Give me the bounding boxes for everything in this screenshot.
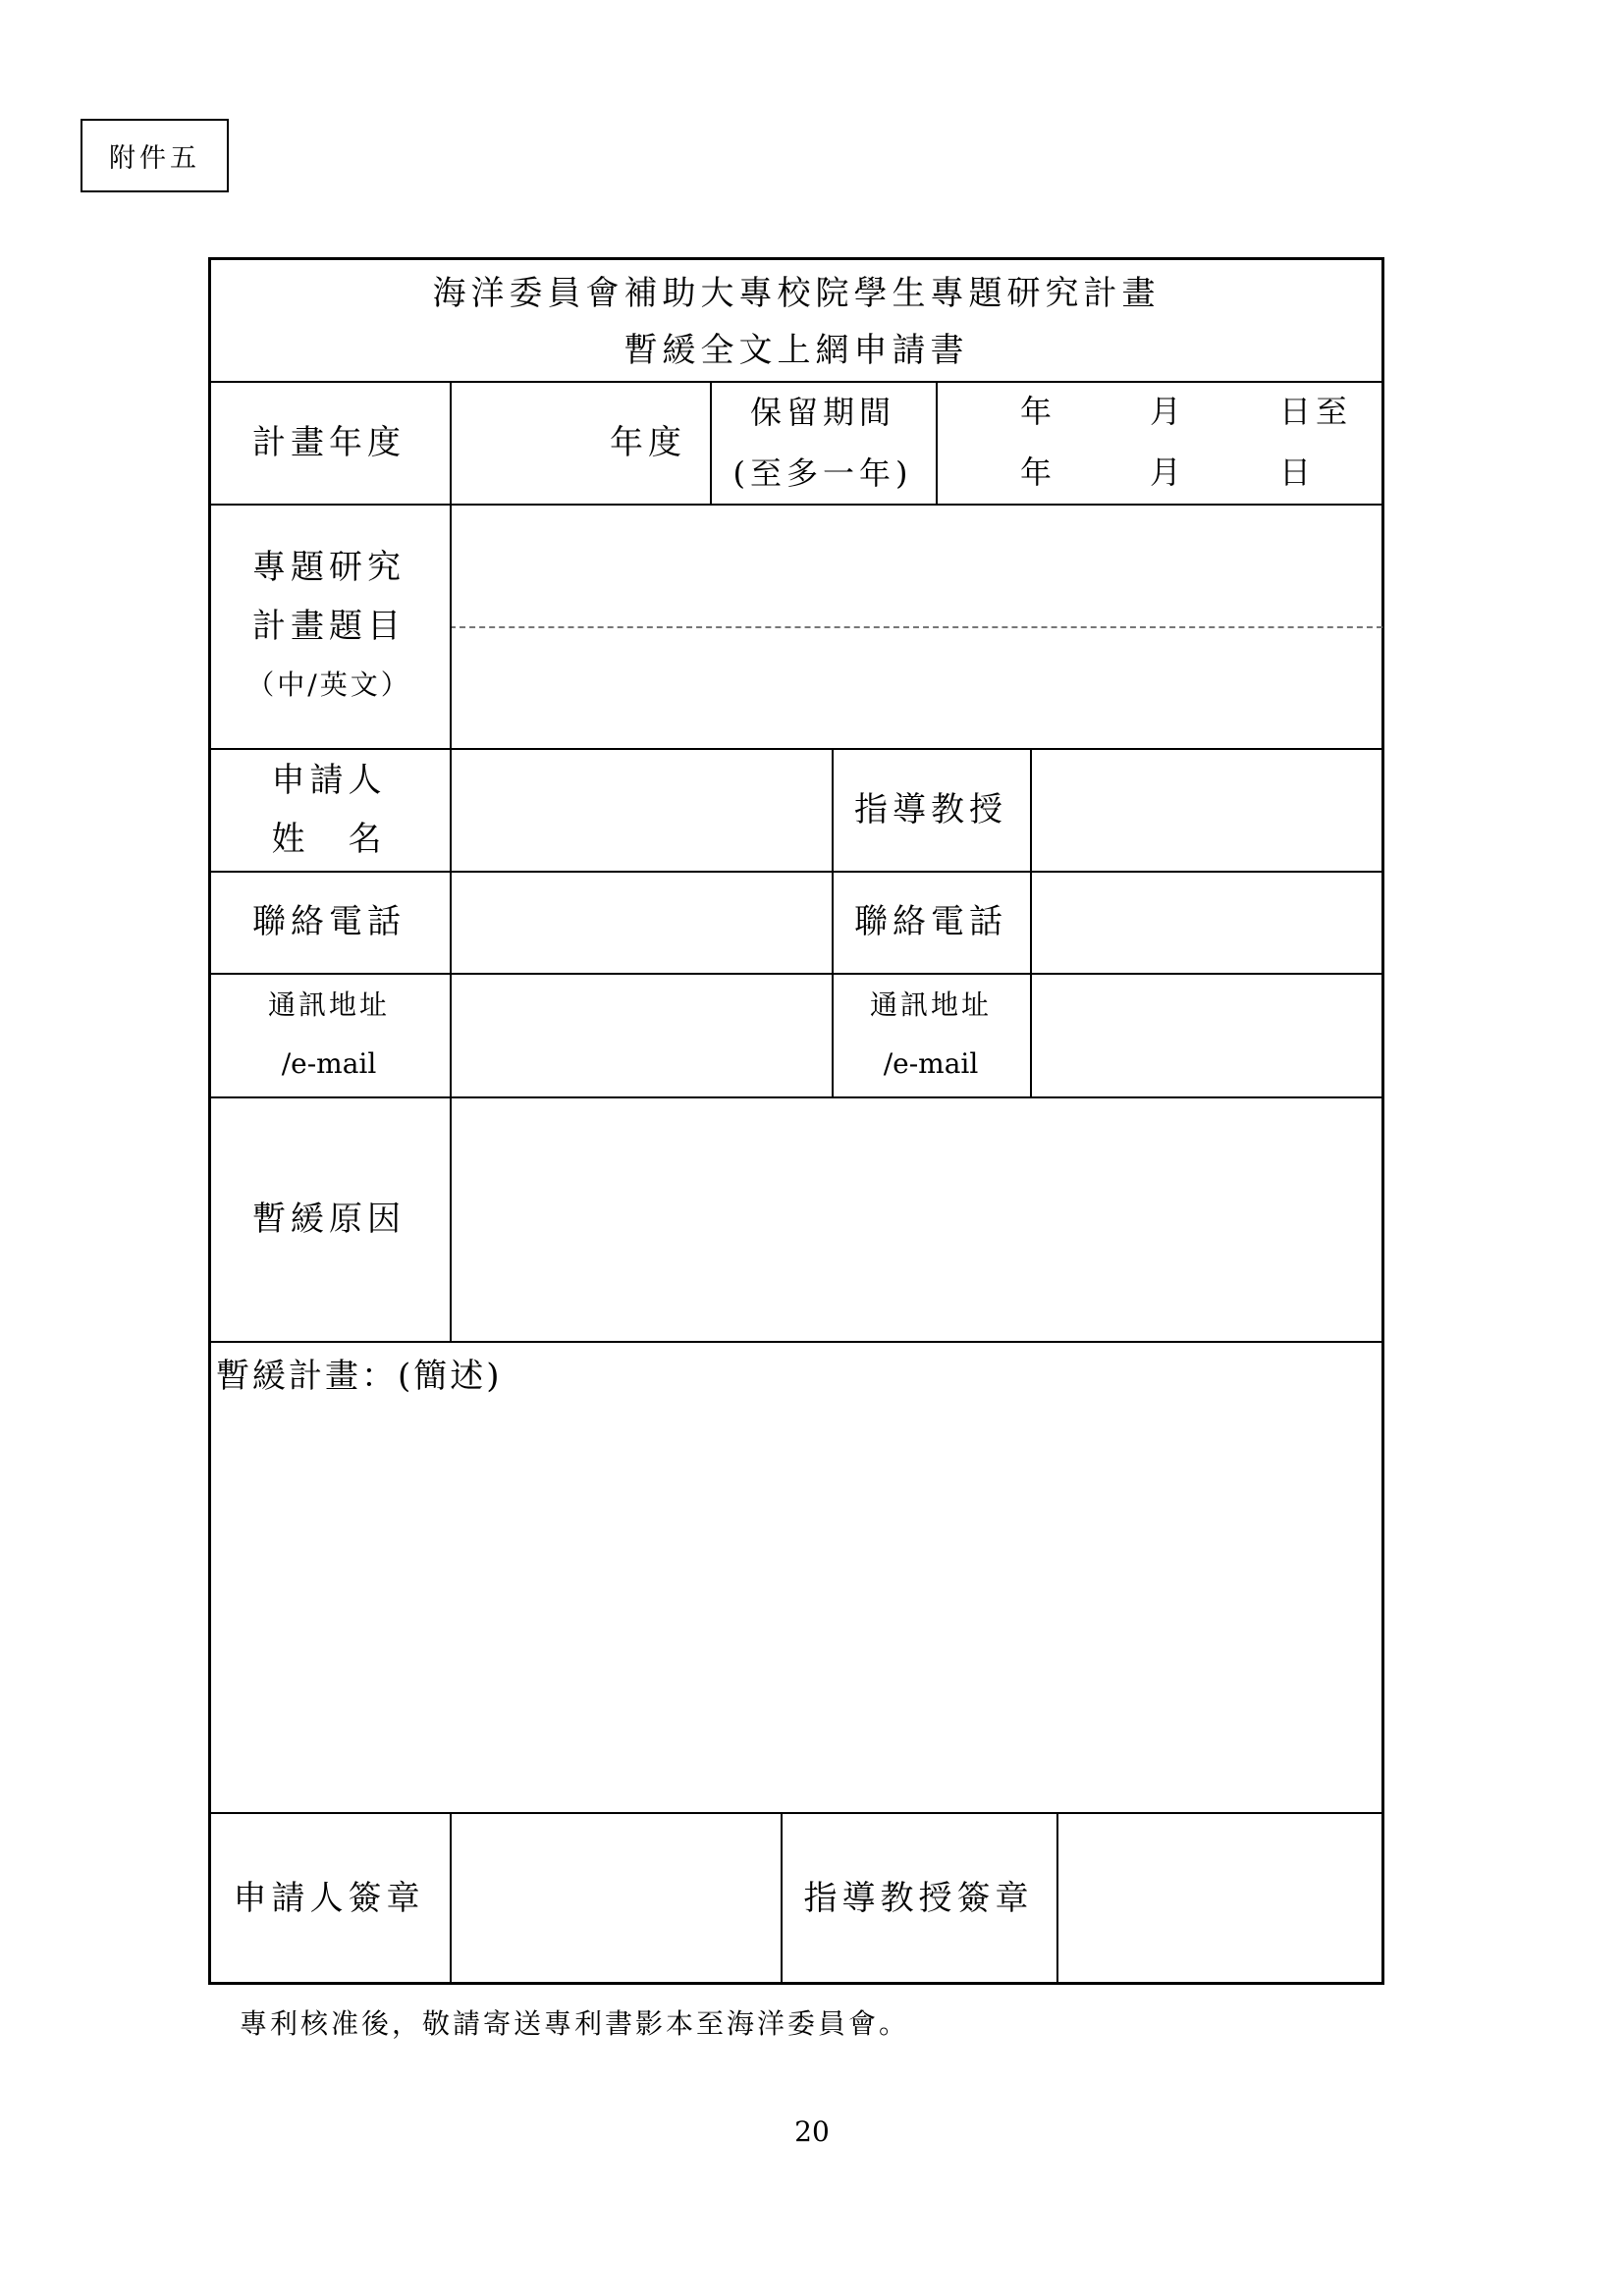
project-title-label-2: 計畫題目 — [252, 606, 406, 646]
advisor-signature-label — [781, 1812, 1056, 1985]
advisor-label — [832, 748, 1030, 871]
retention-period-label-2: (至多一年) — [732, 454, 913, 492]
advisor-name-field[interactable] — [1032, 750, 1382, 871]
retention-period-label — [710, 381, 936, 504]
plan-year-field[interactable] — [452, 381, 710, 504]
page-number: 20 — [794, 2115, 830, 2148]
date-to-year: 年 — [1020, 454, 1057, 491]
retention-period-dates[interactable] — [938, 381, 1384, 504]
deferral-reason-field[interactable] — [452, 1098, 1382, 1341]
date-from-month: 月 — [1150, 393, 1187, 430]
deferral-reason-label-text: 暫緩原因 — [252, 1199, 406, 1239]
advisor-signature-label-text: 指導教授簽章 — [803, 1879, 1034, 1918]
advisor-phone-label-text: 聯絡電話 — [854, 902, 1007, 941]
applicant-signature-label-text: 申請人簽章 — [233, 1879, 425, 1918]
date-from-year: 年 — [1020, 393, 1057, 430]
applicant-name-label-2: 姓 名 — [271, 819, 387, 859]
deferral-plan-field[interactable] — [210, 1406, 1382, 1810]
advisor-address-label-1: 通訊地址 — [869, 988, 992, 1021]
date-to-row — [938, 442, 1384, 503]
row-divider — [208, 1341, 1384, 1343]
applicant-signature-field[interactable] — [452, 1814, 781, 1982]
date-to-month: 月 — [1150, 454, 1187, 491]
applicant-name-field[interactable] — [452, 750, 832, 871]
project-title-en-field[interactable] — [452, 628, 1382, 747]
form-title-line1: 海洋委員會補助大專校院學生專題研究計畫 — [432, 274, 1161, 313]
applicant-address-label — [208, 973, 450, 1096]
applicant-phone-label — [208, 871, 450, 973]
footnote: 專利核准後，敬請寄送專利書影本至海洋委員會。 — [240, 2007, 910, 2040]
project-title-label-3: （中/英文） — [246, 667, 411, 701]
applicant-address-label-1: 通訊地址 — [267, 988, 390, 1021]
applicant-name-label — [208, 748, 450, 871]
date-from-row — [938, 381, 1384, 442]
advisor-label-text: 指導教授 — [854, 789, 1007, 829]
year-suffix: 年度 — [610, 422, 686, 462]
applicant-address-label-2: /e-mail — [281, 1047, 377, 1080]
advisor-address-label — [832, 973, 1030, 1096]
project-title-label-1: 專題研究 — [252, 547, 406, 587]
project-title-zh-field[interactable] — [452, 506, 1382, 625]
applicant-address-field[interactable] — [452, 975, 832, 1096]
date-from-day: 日至 — [1279, 393, 1353, 430]
advisor-phone-field[interactable] — [1032, 873, 1382, 973]
applicant-name-label-1: 申請人 — [271, 760, 387, 800]
application-form — [208, 257, 1384, 1985]
plan-year-label-text: 計畫年度 — [252, 422, 406, 462]
advisor-address-field[interactable] — [1032, 975, 1382, 1096]
deferral-reason-label — [208, 1096, 450, 1341]
advisor-address-label-2: /e-mail — [883, 1047, 979, 1080]
advisor-phone-label — [832, 871, 1030, 973]
applicant-phone-label-text: 聯絡電話 — [252, 902, 406, 941]
plan-year-label — [208, 381, 450, 504]
attachment-label: 附件五 — [81, 119, 229, 192]
advisor-signature-field[interactable] — [1058, 1814, 1381, 1982]
applicant-phone-field[interactable] — [452, 873, 832, 973]
date-to-day: 日 — [1279, 454, 1317, 491]
applicant-signature-label — [208, 1812, 450, 1985]
form-title-line2: 暫緩全文上網申請書 — [623, 331, 969, 370]
project-title-label — [208, 504, 450, 748]
retention-period-label-1: 保留期間 — [749, 393, 895, 431]
form-title — [208, 257, 1384, 381]
deferral-plan-label: 暫緩計畫：(簡述) — [216, 1357, 503, 1396]
